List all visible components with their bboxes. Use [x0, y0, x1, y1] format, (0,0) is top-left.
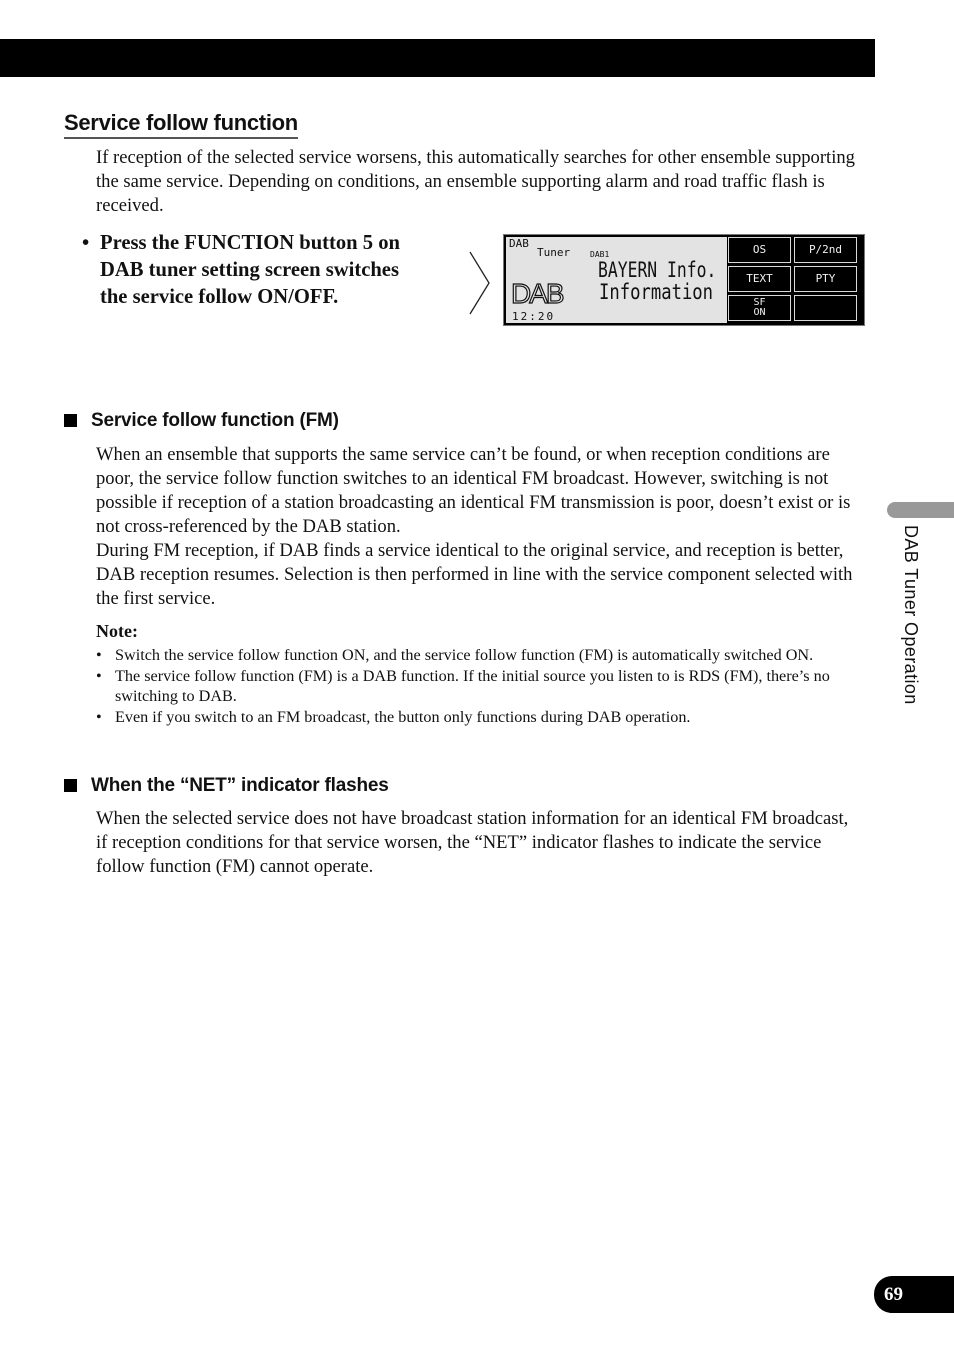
sf-button-state: ON [753, 307, 766, 318]
p2nd-button[interactable] [794, 237, 857, 263]
section-title: Service follow function [64, 110, 298, 139]
empty-function-button[interactable] [794, 295, 857, 321]
display-main-area [506, 237, 727, 323]
fm-paragraph-1: When an ensemble that supports the same service can’t be found, or when reception conditions are poor, the service follow function switches to an identical FM broadcast. However, switching is not possible if reception of a station broadcasting an identical FM transmission is poor, doesn’t exist or is not cross-referenced by the DAB station. [96, 444, 851, 537]
pty-button[interactable] [794, 266, 857, 292]
os-button[interactable] [728, 237, 791, 263]
display-source-label: DAB [509, 237, 529, 250]
fm-paragraph-2: During FM reception, if DAB finds a service identical to the original service, and reception is better, DAB reception resumes. Selection is then performed in line with the service component selected with the first service. [96, 540, 853, 609]
net-paragraph: When the selected service does not have broadcast station information for an identical FM broadcast, if reception conditions for that service worsen, the “NET” indicator flashes to indicate the service follow function (FM) cannot operate. [96, 808, 849, 877]
display-function-buttons [728, 237, 860, 323]
net-section-heading [64, 775, 389, 797]
p2nd-button-label: P/2nd [808, 243, 843, 256]
page-number: 69 [874, 1276, 954, 1313]
bullet-icon: • [82, 232, 90, 254]
display-service-name: BAYERN Info. [598, 258, 717, 282]
pointer-arrow-icon [468, 250, 492, 316]
os-button-label: OS [752, 243, 767, 256]
text-button[interactable] [728, 266, 791, 292]
net-section-body [96, 807, 856, 879]
chapter-tab-label: DAB Tuner Operation [901, 525, 921, 705]
sf-on-button[interactable] [728, 295, 791, 321]
display-mode-label: Tuner [537, 246, 571, 259]
fm-section-body [96, 443, 856, 611]
net-section-title: When the “NET” indicator flashes [91, 775, 389, 796]
display-band-label: DAB1 [590, 250, 610, 259]
intro-text: If reception of the selected service worsens, this automatically searches for other ensemble supporting the same service. Depending on conditions, an ensemble supporting alarm and road traffic flash is received. [96, 147, 855, 216]
note-list [96, 645, 856, 728]
note-item: • The service follow function (FM) is a DAB function. If the initial source you listen to is RDS (FM), there’s no switching to DAB. [96, 666, 856, 706]
note-item: • Switch the service follow function ON, and the service follow function (FM) is automatically switched ON. [96, 645, 856, 665]
tuner-display-screen [503, 234, 865, 326]
display-service-info: Information [599, 280, 714, 304]
step-text: Press the FUNCTION button 5 on DAB tuner setting screen switches the service follow ON/OFF. [100, 232, 400, 308]
display-clock: 12:20 [512, 310, 556, 323]
square-bullet-icon [64, 779, 77, 792]
sf-button-label: SF [753, 297, 766, 308]
square-bullet-icon [64, 414, 77, 427]
chapter-tab-marker [887, 502, 954, 518]
header-bar [0, 39, 875, 77]
fm-section-heading [64, 410, 339, 432]
fm-section-title: Service follow function (FM) [91, 410, 339, 431]
dab-logo: DAB [511, 278, 563, 309]
intro-paragraph [96, 146, 856, 218]
pty-button-label: PTY [815, 272, 836, 285]
note-item: • Even if you switch to an FM broadcast, the button only functions during DAB operation. [96, 707, 856, 727]
text-button-label: TEXT [746, 272, 773, 285]
note-title: Note: [96, 621, 138, 641]
